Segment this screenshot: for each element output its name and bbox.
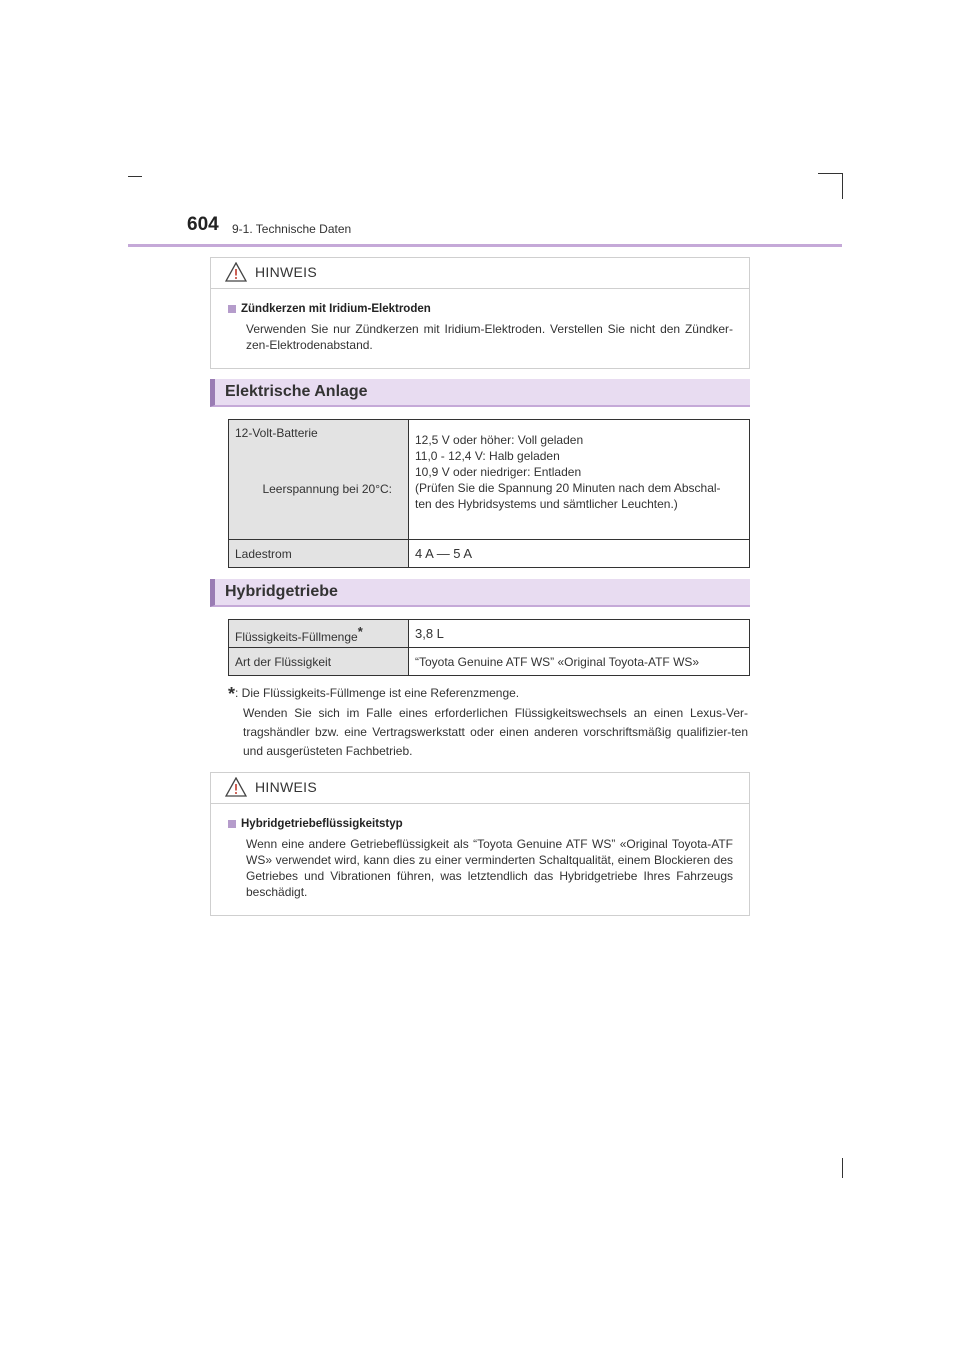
footnote-text: Wenden Sie sich im Falle eines erforderlichen Flüssigkeitswechsels an einen Lexus-Ver-tragshändler bzw. eine Vertragswerkstatt oder einen anderen vorschriftsmäßig qualifizier-ten und ausgerüsteten Fachbetrieb. [243,706,748,758]
notice-title: HINWEIS [255,779,317,795]
footnote [228,684,748,761]
charge-label: Ladestrom [229,540,409,568]
voltage-line: 11,0 - 12,4 V: Halb geladen [415,449,560,463]
notice-item-text: Wenn eine andere Getriebeflüssigkeit als “Toyota Genuine ATF WS” «Original Toyota-ATF WS» verwendet wird, kann dies zu einer verminderten Schaltqualität, einem Blockieren des Getriebes und Vibrationen führen, was letztendlich das Hybridgetriebe Ihres Fahrzeugs beschädigt. [246,837,733,899]
footnote-star: * [357,623,363,639]
table-row [229,420,750,540]
notice-item-text: Verwenden Sie nur Zündkerzen mit Iridium-Elektroden. Verstellen Sie nicht den Zündker-zen-Elektrodenabstand. [246,322,733,352]
hybrid-spec-table [228,619,750,676]
electrical-spec-table [228,419,750,568]
notice-body [211,804,749,914]
voltage-line: 10,9 V oder niedriger: Entladen [415,465,582,479]
table-row [229,648,750,676]
notice-item-title-text: Zündkerzen mit Iridium-Elektroden [241,303,431,315]
fluid-type-value: “Toyota Genuine ATF WS” «Original Toyota-ATF WS» [409,648,750,676]
voltage-line: ten des Hybridsystems und sämtlicher Leuchten.) [415,497,678,511]
voltage-value-cell [409,420,750,540]
notice-item-title-text: Hybridgetriebeflüssigkeitstyp [241,818,403,830]
section-heading-electrical [210,379,750,407]
voltage-label: Leerspannung bei 20°C: [262,482,392,496]
voltage-line: 12,5 V oder höher: Voll geladen [415,433,584,447]
section-heading-hybrid [210,579,750,607]
fill-label: Flüssigkeits-Füllmenge [235,629,358,644]
section-heading-text: Elektrische Anlage [225,383,368,400]
crop-mark [128,176,142,177]
voltage-line: (Prüfen Sie die Spannung 20 Minuten nach dem Abschal- [415,481,721,495]
table-row [229,620,750,648]
notice-item-title [228,816,733,832]
footnote-first-line: : Die Flüssigkeits-Füllmenge ist eine Referenzmenge. [235,686,520,700]
section-title: 9-1. Technische Daten [232,222,352,236]
notice-body [211,289,749,367]
crop-mark [842,1158,843,1178]
battery-label-cell [229,420,409,540]
battery-label: 12-Volt-Batterie [235,426,318,440]
warning-icon [225,262,247,282]
fill-label-cell [229,620,409,648]
crop-mark [842,173,843,199]
header-rule [128,244,842,247]
notice-title: HINWEIS [255,264,317,280]
notice-header [211,258,749,289]
square-bullet-icon [228,820,236,828]
table-row [229,540,750,568]
notice-header [211,773,749,804]
fluid-type-label: Art der Flüssigkeit [229,648,409,676]
notice-item-title [228,301,733,317]
charge-value: 4 A — 5 A [409,540,750,568]
section-heading-text: Hybridgetriebe [225,583,338,600]
page-number: 604 [187,214,219,235]
notice-box [210,257,750,369]
crop-mark [818,173,842,174]
warning-icon [225,777,247,797]
footnote-star: * [228,684,236,704]
square-bullet-icon [228,305,236,313]
fill-value: 3,8 L [409,620,750,648]
notice-box [210,772,750,916]
